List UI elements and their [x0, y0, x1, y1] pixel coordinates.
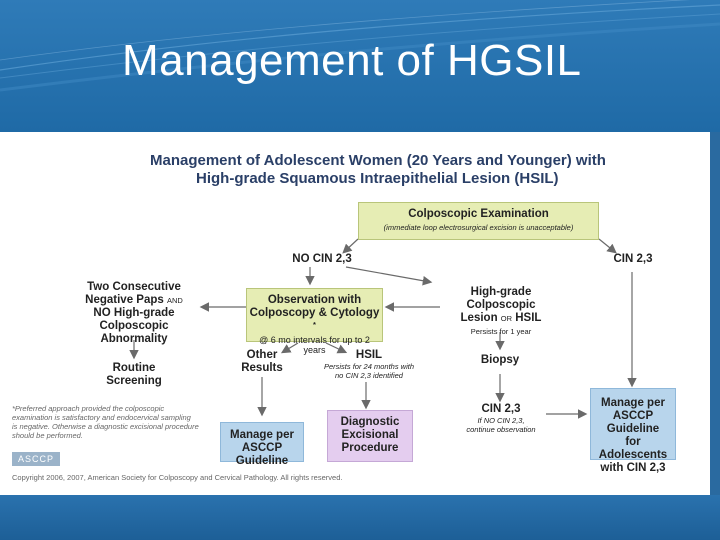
diagnostic-line3: Procedure [341, 442, 399, 454]
diagnostic-excisional-box [327, 410, 413, 462]
footnote [12, 404, 212, 440]
hg-lesion-line2: Lesion [460, 312, 498, 324]
two-negative-and: AND [166, 296, 183, 305]
cin23-mid-note1: If NO CIN 2,3, [477, 416, 525, 425]
manage-asccp-line1: Manage per [230, 429, 294, 441]
manage-adolescent-line3: for Adolescents [598, 436, 668, 461]
hg-lesion-line1: High-grade Colposcopic [466, 286, 536, 311]
two-negative-line4: Colposcopic Abnormality [99, 320, 169, 345]
observation-star: * [313, 320, 316, 329]
cin23-mid-note2: continue observation [466, 425, 536, 434]
manage-adolescent-line1: Manage per [601, 397, 665, 409]
colposcopic-exam-title: Colposcopic Examination [408, 208, 549, 220]
hg-lesion-line3: HSIL [515, 312, 542, 324]
footnote-line4: should be performed. [12, 431, 83, 440]
manage-adolescent-line2: ASCCP Guideline [606, 410, 660, 435]
other-results-line1: Other [246, 349, 278, 361]
copyright-text: Copyright 2006, 2007, American Society for Colposcopy and Cervical Pathology. All rights reserved. [12, 473, 343, 482]
cin23-mid-title: CIN 2,3 [481, 403, 521, 415]
slide-title: Management of HGSIL [122, 36, 582, 85]
figure-title-line2: High-grade Squamous Intraepithelial Lesion (HSIL) [196, 170, 559, 187]
routine-line1: Routine [112, 362, 156, 374]
manage-adolescent-box [590, 388, 676, 474]
routine-screening-text [96, 362, 172, 388]
observation-line2: Colposcopy & Cytology [249, 307, 380, 319]
footnote-line1: *Preferred approach provided the colposcopic [12, 404, 165, 413]
no-cin-label: NO CIN 2,3 [292, 253, 352, 265]
other-results-line2: Results [241, 362, 283, 374]
colposcopic-exam-note: (immediate loop electrosurgical excision is unacceptable) [383, 223, 574, 232]
diagnostic-line2: Excisional [341, 429, 399, 441]
two-negative-line3: NO High-grade [93, 307, 175, 319]
hg-lesion-or: OR [500, 314, 513, 323]
two-negative-line1: Two Consecutive [87, 281, 181, 293]
cin23-right-label: CIN 2,3 [613, 253, 653, 265]
observation-line1: Observation with [267, 294, 362, 306]
routine-line2: Screening [106, 375, 162, 387]
figure-area [0, 132, 720, 495]
colposcopic-examination-box [358, 202, 599, 240]
biopsy-label: Biopsy [480, 354, 520, 366]
hsil-note2: no CIN 2,3 identified [335, 371, 403, 380]
slide-header [0, 0, 720, 132]
footnote-line3: is negative. Otherwise a diagnostic excisional procedure [12, 422, 199, 431]
diagnostic-line1: Diagnostic [340, 416, 400, 428]
asccp-logo: ASCCP [12, 452, 60, 466]
cin23-mid-text [456, 403, 546, 434]
hsil-note1: Persists for 24 months with [323, 362, 415, 371]
two-negative-paps-text [66, 281, 202, 346]
two-negative-line2: Negative Paps [85, 294, 164, 306]
other-results-text [236, 349, 288, 375]
hsil-text [314, 349, 424, 380]
observation-note: @ 6 mo intervals for up to 2 years [259, 335, 370, 355]
figure-title-line1: Management of Adolescent Women (20 Years and Younger) with [150, 152, 606, 169]
slide-footer-band [0, 495, 720, 540]
manage-adolescent-line4: with CIN 2,3 [600, 462, 666, 474]
footnote-line2: examination is satisfactory and endocervical sampling [12, 413, 191, 422]
high-grade-lesion-text [436, 286, 566, 336]
hsil-title: HSIL [355, 349, 383, 361]
manage-asccp-box [220, 422, 304, 467]
hg-lesion-note: Persists for 1 year [470, 327, 532, 336]
manage-asccp-line2: ASCCP Guideline [235, 442, 289, 467]
